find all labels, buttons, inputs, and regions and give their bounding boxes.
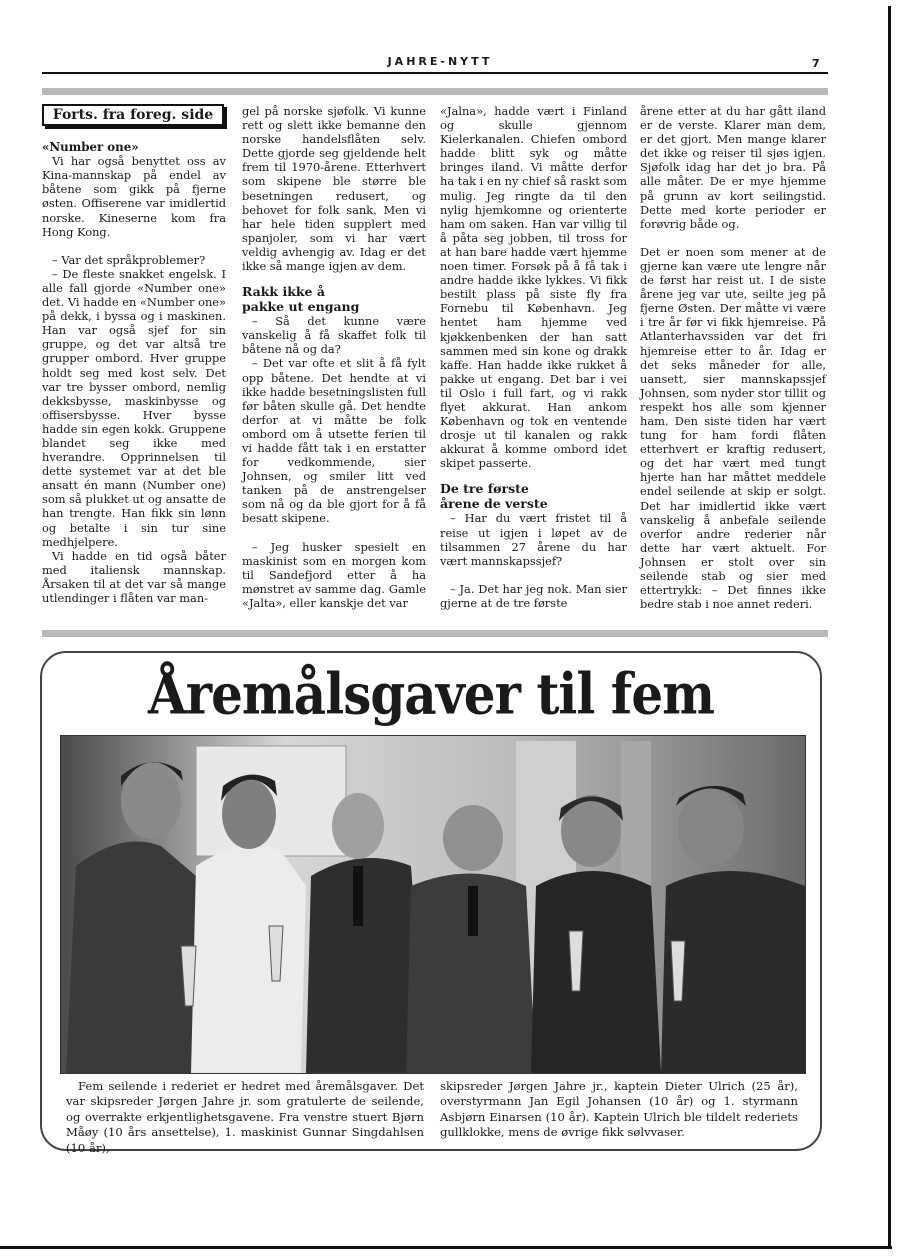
article-column-3 [440,104,627,610]
photo-caption-right: skipsreder Jørgen Jahre jr., kaptein Dieter Ulrich (25 år), overstyrmann Jan Egil Johansen (10 år) og 1. styrmann Asbjørn Einarsen (10 år). Kaptein Ulrich ble tildelt rederiets gullklokke, mens de øvrige fikk sølvvaser. [440,1079,798,1140]
top-gray-bar [42,88,828,95]
paragraph: årene etter at du har gått iland er de verste. Klarer man dem, er det gjort. Men mange klarer det ikke og reiser til sjøs igjen. Sjøfolk idag har det jo bra. På alle måter. De er mye hjemme på grunn av kort seilingstid. Dette med korte perioder er forøvrig både og. [640,104,826,231]
article-column-2 [242,104,426,610]
paragraph: – Har du vært fristet til å reise ut igjen i løpet av de tilsammen 27 årene du har vært mannskapssjef? [440,511,627,568]
feature-headline: Åremålsgaver til fem [147,660,715,727]
paragraph: Det er noen som mener at de gjerne kan være ute lengre når de først har reist ut. I de siste årene jeg var ute, seilte jeg på fjerne Østen. Der måtte vi være i tre år før vi fikk hjemreise. På Atlanterhavssiden var det fri hjemreise etter to år. Idag er det seks måneder for alle, uansett, sier mannskapssjef Johnsen, som nyder stor tillit og respekt hos alle som kjenner ham. Den siste tiden har vært tung for ham fordi flåten etterhvert er kraftig redusert, og det har vært med tungt hjerte han har måttet meddele endel seilende at skip er solgt. Det har imidlertid ikke vært vanskelig å anbefale seilende overfor andre rederier når dette har vært aktuelt. For Johnsen er stolt over sin seilende stab og sier med ettertrykk: – Det finnes ikke bedre stab i noe annet rederi. [640,244,826,612]
section-heading: «Number one» [42,140,139,155]
section-heading: Rakk ikke å pakke ut engang [242,284,360,314]
paragraph: – Så det kunne være vanskelig å få skaffet folk til båtene nå og da? [242,314,426,357]
paragraph: – Ja. Det har jeg nok. Man sier gjerne at de tre første [440,581,627,610]
section-heading: De tre første årene de verste [440,481,548,511]
middle-gray-bar [42,630,828,637]
paragraph: – Det var ofte et slit å få fylt opp båtene. Det hendte at vi ikke hadde besetningslisten full før båten skulle gå. Det hendte derfor at vi måtte be folk ombord om å utsette ferien til vi hadde fått tak i en erstatter for vedkommende, sier Johnsen, og smiler litt ved tanken på de anstrengelser som nå og da ble gjort for å få besatt skipene. [242,356,426,526]
group-photo [60,735,806,1074]
paragraph: «Jalna», hadde vært i Finland og skulle gjennom Kielerkanalen. Chiefen ombord hadde blitt syk og måtte bringes iland. Vi måtte derfor ha tak i en ny chief så raskt som mulig. Jeg ringte da til den nylig hjemkomne og orienterte ham om saken. Han var villig til å påta seg jobben, til tross for at han bare hadde vært hjemme noen timer. Forsøk på å få tak i andre hadde ikke lykkes. Vi fikk bestilt plass på siste fly fra Fornebu til København. Jeg hentet ham hjemme ved kjøkkenbenken der han satt sammen med sin kone og drakk kaffe. Han hadde ikke rukket å pakke ut engang. Det bar i vei til Oslo i full fart, og vi rakk flyet akkurat. Han ankom København og tok en ventende drosje ut til kanalen og rakk akkurat å komme ombord idet skipet passerte. [440,104,627,471]
header-rule [42,72,828,74]
article-column-4 [640,104,826,611]
page-number: 7 [812,57,820,70]
continued-label: Forts. fra foreg. side [42,104,224,126]
paragraph: – Jeg husker spesielt en maskinist som en morgen kom til Sandefjord etter å ha mønstret av samme dag. Gamle «Jalta», eller kanskje det var [242,539,426,610]
publication-title: JAHRE-NYTT [387,55,493,68]
page-edge-bottom [0,1246,892,1249]
paragraph: – Var det språkproblemer? [52,252,206,267]
page-edge-right [888,6,891,1246]
article-column-1 [42,104,226,605]
paragraph: – De fleste snakket engelsk. I alle fall gjorde «Number one» det. Vi hadde en «Number one» på dekk, i byssa og i maskinen. Han var også sjef for sin gruppe, og det var altså tre grupper ombord. Hver gruppe holdt seg med kost selv. Det var tre bysser ombord, nemlig dekksbysse, maskinbysse og offisersbysse. Hver bysse hadde sin egen kokk. Gruppene blandet seg ikke med hverandre. Opprinnelsen til dette systemet var at det ble ansatt én mann (Number one) som så plukket ut og ansatte de han trengte. Han fikk sin lønn og betalte i sin tur sine medhjelpere. [42,266,227,549]
paragraph: Vi hadde en tid også båter med italiensk mannskap. Årsaken til at det var så mange utlendinger i flåten var man- [42,548,226,605]
paragraph: Vi har også benyttet oss av Kina-mannskap på endel av båtene som gikk på fjerne østen. Offiserene var imidlertid norske. Kineserne kom fra Hong Kong. [42,154,226,239]
photo-caption-left: Fem seilende i rederiet er hedret med åremålsgaver. Det var skipsreder Jørgen Jahre jr. som gratulerte de seilende, og overrakte erkjentlighetsgavene. Fra venstre stuert Bjørn Måøy (10 års ansettelse), 1. maskinist Gunnar Singdahlsen (10 år), [66,1079,424,1155]
paragraph: gel på norske sjøfolk. Vi kunne rett og slett ikke bemanne den norske handelsflåten selv. Dette gjorde seg gjeldende helt frem til 1970-årene. Etterhvert som skipene ble større ble besetningen redusert, og behovet for folk sank. Men vi har hele tiden supplert med spanjoler, som vi har vært veldig avhengig av. Idag er det ikke så mange igjen av dem. [242,104,426,274]
